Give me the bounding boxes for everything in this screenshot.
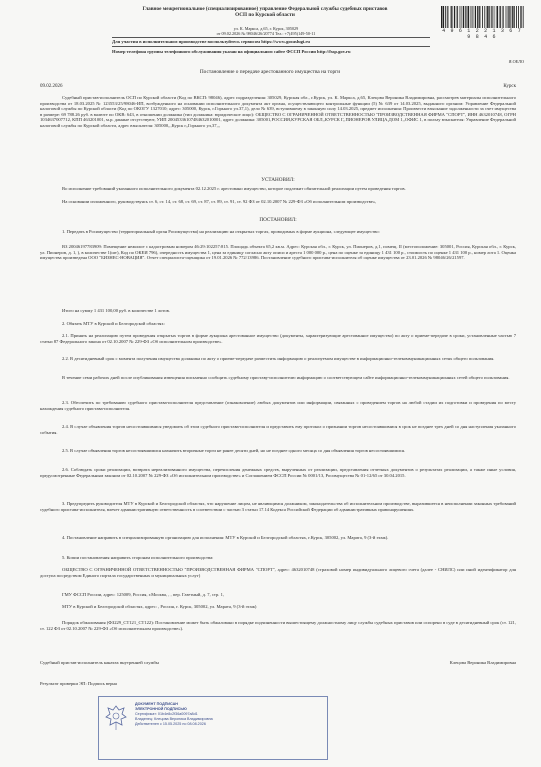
ustanovil-paragraph-1: Во исполнение требований указанного исполнительного документа 02.12.2025 г. арестовано имущество, которое подлежит обязательной реализации путем проведения торгов. [62,186,406,191]
barcode-number: 4 9 6 1 2 2 1 3 6 7 9 8 4 6 [442,28,522,40]
document-code: Я.ОЕЛО [508,59,524,64]
signature-check: Результат проверки ЭП: Подпись верна [40,681,117,686]
stamp-line-5: Действителен с 15.05.2025 по 08.08.2026 [135,722,206,726]
item-5-org: ОБЩЕСТВО С ОГРАНИЧЕННОЙ ОТВЕТСТВЕННОСТЬЮ "ПРОИЗВОДСТВЕННАЯ ФИРМА "СПОРТ", адрес: 4632010748 (страховой номер индивидуального лицевого счета (далее - СНИЛС) или иной идентификатор для доступа посредством Единого портала государственных и муниципальных услуг) [40,567,516,578]
item-1: 1. Передать в Росимущество (территориальный орган Росимущества) на реализацию на открытых торгах, проводимых в форме аукциона, следующее имущество: [62,229,380,234]
intro-paragraph: Судебный пристав-исполнитель ОСП по Курской области (Код по ВКСП: 98046), адрес подразделения: 305029, Курская обл., г.Курск, ул. К. Маркса, д.65, Клецова Вероника Владимировна, рассмотрев материалы исполнительного производства от 18.03.2025 № 123553/25/98046-ИП, возбужденного на основании исполнительного документа акт органа, осуществляющего контрольные функции (5) № 639 от 14.03.2025, выданного органом: Управление Федеральной налоговой службы по Курской области (Код по ОКОГУ 1327010; адрес: 305000, Курск, г.Горького ул.37,1), дело № 639, вступившему в законную силу 14.03.2025, предмет исполнения: Произвести взыскание задолженности за счет имущества в размере: 69 788.26 руб. в валюте по ОКВ: 643, в отношении должника (тип должника: юридическое лицо): ОБЩЕСТВО С ОГРАНИЧЕННОЙ ОТВЕТСТВЕННОСТЬЮ "ПРОИЗВОДСТВЕННАЯ ФИРМА "СПОРТ", ИНН 4632010748, ОГРН 1034637007712, КПП 463201001, м.р. данные отсутствуют, УИП 20045336107484632010001, адрес должника: 305001,РОССИЯ,КУРСКАЯ ОБЛ,,КУРСК Г,,ПИОНЕРОВ УЛИЦА,ДОМ 1,,ОФИС 1, в пользу взыскателя: Управление Федеральной налоговой службы по Курской области, адрес взыскателя: 305000,,,Курск г,,Горького ул,37,,, [40,95,516,128]
header-line1: Главное межрегиональное (специализированное) управление Федеральной службы судебных приставов [142,6,388,12]
header-phone: Номер телефона группы телефонного обслуживания указан на официальном сайте ФССП России http://fssp.gov.ru [112,49,351,54]
header-divider-2 [112,46,430,47]
item-5-fssp: ГМУ ФССП России, адрес: 125009, Россия, г.Москва, , , пер. Газетный, д. 7, стр. 1, [62,592,225,597]
stamp-line-4: Владелец: Клецова Вероника Владимировна [135,717,213,721]
item-2-1: 2.1. Принять на реализацию путем проведения открытых торгов в форме аукциона арестованное имущество (документы, характеризующие арестованное имущество) по акту о приеме-передаче в сроки, установленные частью 7 статьи 87 Федерального закона от 02.10.2007 № 229-ФЗ «Об исполнительном производстве». [40,333,516,344]
section-ustanovil: УСТАНОВИЛ: [261,177,295,183]
stamp-line-1: ДОКУМЕНТ ПОДПИСАН [135,702,178,706]
header-org [112,6,418,18]
barcode [440,6,524,28]
e-signature-stamp [98,696,328,760]
item-5-mtu: МТУ в Курской и Белгородской областях, адрес: , Россия, г. Курск, 305002, ул. Марата, 9 (3-й этаж) [62,604,257,609]
appeal-paragraph: Порядок обжалования (ФЗ229_СТ121_СТ122): Постановление может быть обжаловано в порядке подчиненности вышестоящему должностному лицу службы судебных приставов или оспорено в суде в десятидневный срок (ст. 121, ст. 122 ФЗ от 02.10.2007 № 229-ФЗ «Об исполнительном производстве»). [40,620,516,631]
stamp-line-2: ЭЛЕКТРОННОЙ ПОДПИСЬЮ [135,707,187,711]
header-divider [112,37,430,38]
header-line3: ул. К. Маркса, д.65, г. Курск, 305029 [233,26,299,31]
signer-title: Судебный пристав-исполнитель канатах внутренней службы [40,660,159,665]
item-2-5: 2.5. В случае объявления торгов несостоявшимися назначить вторичные торги не ранее десяти дней, но не позднее одного месяца со дня объявления торгов несостоявшимися. [62,448,406,453]
item-1-detail: ВЗ 20046197783909: Помещение нежилое с кадастровым номером 46:29:102257:815. Площадь объекта 65,2 кв.м. Адрес: Курская обл., г. Курск, ул. Пионеров, д.1, помещ. II (местоположение: 305001, Россия, Курская обл., г. Курск, ул. Пионеров, д. 1, ), в количестве 1(шт), Код по ОКЕИ 796), очередность имущества 1, цена за единицу согласно акту описи и ареста 1 000 000 р., цена по оценке за единицу 1 431 100 р., стоимость по оценке 1 431 100 р., номер лота 1. Оценка имущества произведена ООО "БИЗНЕС-НОВАЦИЯ". Отчет специалиста-оценщика от 19.01.2026 № 772/13986. Постановление судебного пристава-исполнителя об оценке имущества от 23.01.2026 № 98046/26/21597. [40,244,516,261]
header-address [148,26,384,36]
header-notice: Для участия в исполнительном производстве воспользуйтесь сервисом https://www.gosuslugi.ru [112,39,310,44]
document-date: 09.02.2026 [40,84,63,89]
item-2-6: 2.6. Соблюдать сроки реализации, возврата нереализованного имущества, перечисления денежных средств, вырученных от реализации, представления отчетных документов о результатах реализации, а также иные условия, предусмотренные Федеральным законом от 02.10.2007 № 229-ФЗ «Об исполнительном производстве» и Соглашением ФССП России № 0001/13, Росимущества № 01-12/65 от 30.04.2015. [40,467,516,478]
item-2-3: 2.3. Обеспечить по требованию судебного пристава-исполнителя представление (ознакомление) любых документов или информации, связанных с проведением торгов на любой стадии их подготовки и проведения по месту нахождения судебного пристава-исполнителя. [40,400,516,411]
section-postanovil: ПОСТАНОВИЛ: [259,217,297,223]
header-line4: от 09.02.2026 № 98046/26/20774 Тел.: +7(495)149-50-11 [216,31,316,36]
item-5: 5. Копии постановления направить сторонам исполнительного производства: [62,555,214,560]
stamp-text [135,702,321,727]
header-line2: ОСП по Курской области [235,12,295,18]
signer-name: Клецова Вероника Владимировна [449,660,516,665]
item-3: 3. Предупредить руководителя МТУ в Курской и Белгородской областях, что нарушение лицом, не являющимся должником, законодательства об исполнительном производстве, выразившееся в неисполнении законных требований судебного пристава-исполнителя, влечет административную ответственность в соответствии с частью 3 статьи 17.14 Кодекса Российской Федерации об административных правонарушениях. [40,501,516,512]
document-title: Постановление о передаче арестованного имущества на торги [199,69,341,75]
ustanovil-paragraph-2: На основании изложенного, руководствуясь ст. 6, ст. 14, ст. 68, ст. 69, ст. 87, ст. 89, ст. 91, ст. 92 ФЗ от 02.10.2007 № 229-ФЗ «Об исполнительном производстве», [62,199,377,204]
coat-of-arms-icon [105,705,127,731]
item-4: 4. Постановление направить в специализированную организацию для исполнения: МТУ в Курской и Белгородской областях, г.Курск, 305002, ул. Марата, 9 (3-й этаж). [62,535,389,540]
item-2: 2. Обязать МТУ в Курской и Белгородской областях: [62,321,165,326]
item-2-2b: В течение семи рабочих дней после опубликования извещения письменно сообщить судебному приставу-исполнителю информацию о соответствующем сайте информационно-телекоммуникационных сетей общего пользования. [62,375,510,380]
stamp-line-3: Сертификат: 01b4e8c2f36a0097a8d1 [135,712,198,716]
item-2-2: 2.2. В десятидневный срок с момента получения имущества должника по акту о приеме-передаче разместить информацию о реализуемом имуществе в информационно-телекоммуникационных сетях общего пользования. [62,356,495,361]
item-1-total: Итого на сумму 1 431 100,00 руб. в количестве 1 лотов. [62,308,170,313]
item-2-4: 2.4. В случае объявления торгов несостоявшимися уведомить об этом судебного пристава-исполнителя и представить ему протокол о признании торгов несостоявшимися в срок не позднее трех дней со дня наступления указанного события. [40,424,516,435]
document-city: Курск [503,84,516,89]
